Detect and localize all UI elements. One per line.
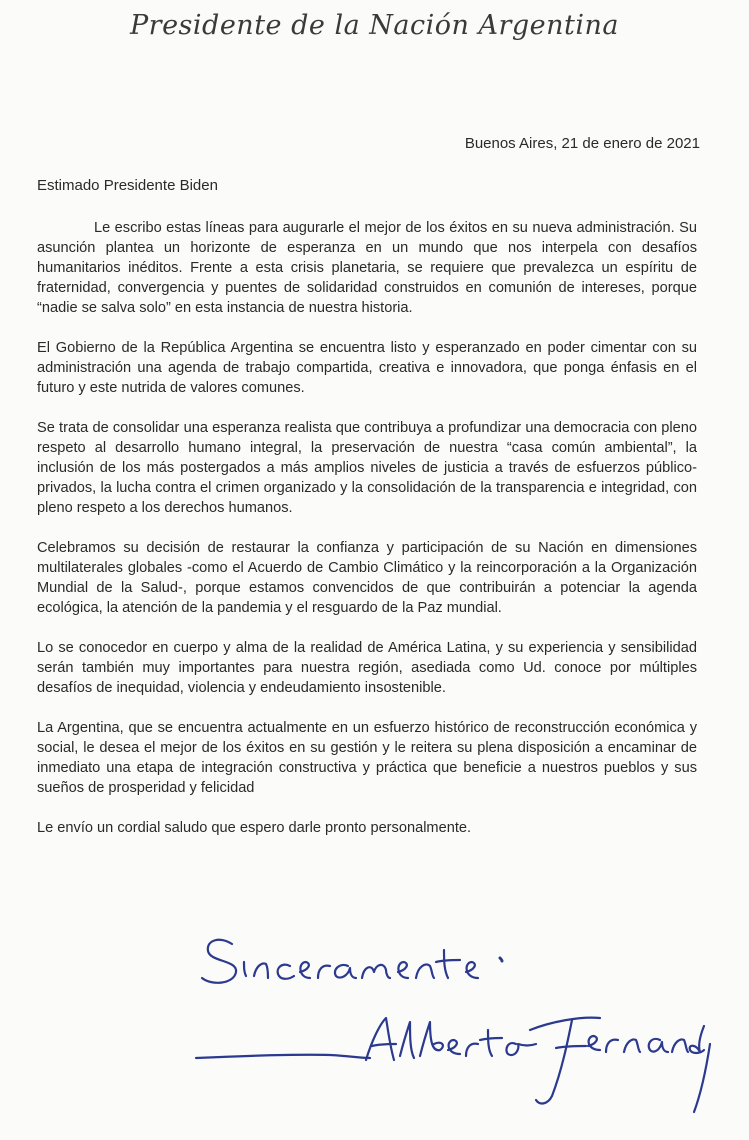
salutation: Estimado Presidente Biden (37, 177, 218, 194)
paragraph-5: Lo se conocedor en cuerpo y alma de la realidad de América Latina, y su experiencia y sensibilidad serán también muy importantes para nuestra región, asediada como Ud. conoce por múltiples desafíos de inequidad, violencia y endeudamiento insostenible. (37, 640, 697, 696)
paragraph-3: Se trata de consolidar una esperanza realista que contribuya a profundizar una democracia con pleno respeto al desarrollo humano integral, la preservación de nuestra “casa común ambiental”, la inclusión de los más postergados a más amplios niveles de justicia a través de esfuerzos público-privados, la lucha contra el crimen organizado y la consolidación de la transparencia e integridad, con pleno respeto a los derechos humanos. (37, 420, 697, 516)
paragraph-2: El Gobierno de la República Argentina se encuentra listo y esperanzado en poder cimentar con su administración una agenda de trabajo compartida, creativa e innovadora, que ponga énfasis en el futuro y este nutrida de valores comunes. (37, 340, 697, 396)
paragraph-7: Le envío un cordial saludo que espero darle pronto personalmente. (37, 820, 472, 836)
paragraph-1: Le escribo estas líneas para augurarle el mejor de los éxitos en su nueva administración. Su asunción plantea un horizonte de esperanza en un mundo que nos interpela con desafíos humanitarios inéditos. Frente a esta crisis planetaria, se requiere que prevalezca un espíritu de fraternidad, convergencia y puentes de solidaridad construidos en comunión de intereses, porque “nadie se salva solo” en esta instancia de nuestra historia. (37, 220, 697, 316)
paragraph-4: Celebramos su decisión de restaurar la confianza y participación de su Nación en dimensiones multilaterales globales -como el Acuerdo de Cambio Climático y la reincorporación a la Organización Mundial de la Salud-, porque estamos convencidos de que contribuirán a potenciar la agenda ecológica, la atención de la pandemia y el resguardo de la Paz mundial. (37, 540, 697, 616)
letterhead-title: Presidente de la Nación Argentina (130, 10, 619, 41)
paragraph-6: La Argentina, que se encuentra actualmente en un esfuerzo histórico de reconstrucción económica y social, le desea el mejor de los éxitos en su gestión y le reitera su plena disposición a encaminar de inmediato una etapa de integración constructiva y práctica que beneficie a nuestros pueblos y sus sueños de prosperidad y felicidad (37, 720, 697, 796)
date-line: Buenos Aires, 21 de enero de 2021 (464, 135, 700, 152)
